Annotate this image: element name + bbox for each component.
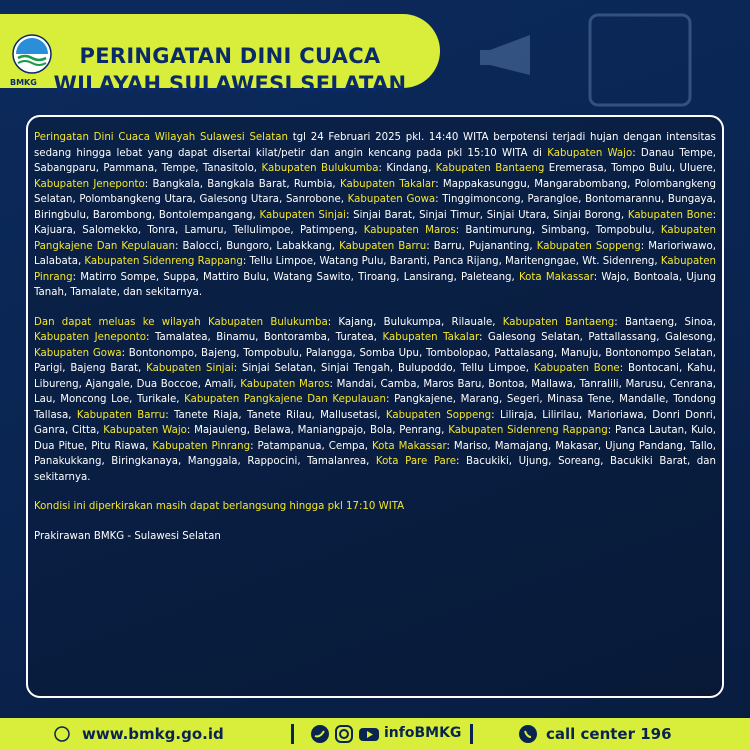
region-name: Kota Makassar	[518, 271, 594, 283]
website-link[interactable]: www.bmkg.go.id	[82, 725, 224, 743]
text-segment: Eremerasa, Tompo Bulu, Uluere,	[544, 163, 717, 174]
text-segment: : Pangkajene, Marang, Segeri, Minasa Tene, Mandalle, Tondong Tallasa,	[34, 394, 716, 421]
region-name: Kabupaten Pangkajene Dan Kepulauan	[34, 225, 716, 252]
social-handle[interactable]: infoBMKG	[384, 725, 462, 741]
text-segment: : Bontocani, Kahu, Libureng, Ajangale, Dua Boccoe, Amali,	[34, 363, 716, 390]
region-name: Peringatan Dini Cuaca Wilayah Sulawesi Selatan	[34, 132, 288, 143]
instagram-icon[interactable]	[334, 724, 354, 744]
text-segment: : Bontonompo, Bajeng, Tompobulu, Palangga, Somba Upu, Tombolopao, Pattalasang, Manuju, Bontonompo Selatan, Parigi, Bajeng Barat,	[34, 347, 716, 374]
text-segment: : Bangkala, Bangkala Barat, Rumbia,	[144, 178, 340, 190]
region-name: Kota Makassar	[371, 440, 447, 452]
region-name: Kabupaten Sinjai	[259, 209, 346, 221]
text-segment: : Kajuara, Salomekko, Tonra, Lamuru, Tellulimpoe, Patimpeng,	[34, 209, 716, 236]
text-segment: : Galesong Selatan, Pattallassang, Galesong,	[478, 332, 716, 343]
region-name: Kabupaten Barru	[76, 409, 166, 421]
text-segment: : Mappakasunggu, Mangarabombang, Polombangkeng Selatan, Polombangkeng Utara, Galesong Utara, Sanrobone,	[34, 178, 716, 205]
text-segment: : Tamalatea, Binamu, Bontoramba, Turatea,	[146, 332, 383, 343]
text-segment: : Mandai, Camba, Maros Baru, Bontoa, Mallawa, Tanralili, Marusu, Cenrana, Lau, Moncong Loe, Turikale,	[34, 378, 716, 405]
region-name: Kabupaten Jeneponto	[34, 332, 147, 343]
text-segment: : Panca Lautan, Kulo, Dua Pitue, Pitu Riawa,	[34, 425, 716, 452]
twitter-icon[interactable]	[310, 724, 330, 744]
text-segment: : Bantaeng, Sinoa,	[614, 316, 717, 328]
footer-divider	[470, 724, 473, 744]
text-segment: : Wajo, Bontoala, Ujung Tanah, Tamalate, dan sekitarnya.	[34, 271, 716, 298]
text-segment: tgl 24 Februari 2025 pkl. 14:40 WITA berpotensi terjadi hujan dengan intensitas sedang hingga lebat yang dapat disertai kilat/petir dan angin kencang pada pkl 15:10 WITA di	[34, 132, 716, 159]
region-name: Kabupaten Bantaeng	[502, 316, 615, 328]
call-center-text[interactable]: call center 196	[546, 725, 672, 743]
region-name: Kabupaten Wajo	[103, 425, 187, 436]
region-name: Kabupaten Maros	[240, 378, 330, 390]
region-name: Kabupaten Bone	[627, 209, 713, 221]
text-segment: : Bantimurung, Simbang, Tompobulu,	[455, 225, 661, 236]
warning-paragraph-main	[34, 130, 716, 301]
footer-divider	[291, 724, 294, 744]
region-name: Kabupaten Jeneponto	[34, 178, 145, 190]
region-name: Kabupaten Soppeng	[385, 409, 492, 421]
footer-bar	[0, 718, 750, 750]
region-name: Kabupaten Bantaeng	[435, 163, 545, 174]
region-name: Kabupaten Wajo	[547, 147, 633, 159]
page-title-line2: WILAYAH SULAWESI SELATAN	[53, 72, 407, 96]
text-segment: : Liliraja, Lilirilau, Marioriawa, Donri Donri, Ganra, Citta,	[34, 409, 716, 436]
text-segment: : Tellu Limpoe, Watang Pulu, Baranti, Panca Rijang, Maritengngae, Wt. Sidenreng,	[242, 256, 661, 267]
warning-paragraph-extension	[34, 315, 716, 486]
region-name: Kabupaten Soppeng	[536, 240, 641, 252]
text-segment: : Patampanua, Cempa,	[250, 440, 372, 452]
text-segment: : Balocci, Bungoro, Labakkang,	[174, 240, 340, 252]
text-segment: : Mariso, Mamajang, Makasar, Ujung Pandang, Tallo, Panakukkang, Biringkanaya, Manggala, Rappocini, Tamalanrea,	[34, 440, 717, 467]
region-name: Dan dapat meluas ke wilayah	[34, 316, 208, 328]
text-segment: : Majauleng, Belawa, Maniangpajo, Bola, Penrang,	[186, 425, 449, 436]
warning-content	[34, 130, 716, 558]
text-segment: : Matirro Sompe, Suppa, Mattiro Bulu, Watang Sawito, Tiroang, Lansirang, Paleteang,	[72, 271, 519, 283]
text-segment: : Marioriwawo, Lalabata,	[34, 240, 716, 267]
text-segment: : Tinggimoncong, Parangloe, Bontomarannu, Bungaya, Biringbulu, Barombong, Bontolempangang,	[34, 194, 716, 221]
region-name: Kabupaten Gowa	[347, 194, 436, 205]
region-name: Kabupaten Takalar	[382, 332, 479, 343]
youtube-icon[interactable]	[358, 724, 380, 744]
text-segment: : Kajang, Bulukumpa, Rilauale,	[327, 316, 503, 328]
text-segment: : Barru, Pujananting,	[426, 240, 537, 252]
region-name: Kabupaten Sinjai	[146, 363, 234, 374]
region-name: Kabupaten Bone	[533, 363, 620, 374]
region-name: Kabupaten Bulukumba	[261, 163, 379, 174]
forecaster-signature: Prakirawan BMKG - Sulawesi Selatan	[34, 530, 221, 542]
region-name: Kota Pare Pare	[375, 456, 457, 467]
text-segment: : Bacukiki, Ujung, Soreang, Bacukiki Barat, dan sekitarnya.	[34, 456, 716, 483]
header-banner	[0, 14, 440, 96]
region-name: Kabupaten Takalar	[339, 178, 436, 190]
text-segment: : Tanete Riaja, Tanete Rilau, Mallusetasi,	[165, 409, 386, 421]
region-name: Kabupaten Maros	[363, 225, 456, 236]
text-segment: : Danau Tempe, Sabangparu, Pammana, Tempe, Tanasitolo,	[34, 147, 717, 174]
region-name: Kabupaten Sidenreng Rappang	[448, 425, 608, 436]
text-segment: : Sinjai Barat, Sinjai Timur, Sinjai Utara, Sinjai Borong,	[345, 209, 628, 221]
text-segment: : Sinjai Selatan, Sinjai Tengah, Bulupoddo, Tellu Limpoe,	[233, 363, 534, 374]
region-name: Kabupaten Barru	[339, 240, 427, 252]
region-name: Kabupaten Bulukumba	[207, 316, 328, 328]
region-name: Kabupaten Pangkajene Dan Kepulauan	[184, 394, 386, 405]
logo-text: BMKG	[10, 78, 37, 87]
globe-icon	[54, 726, 70, 742]
region-name: Kabupaten Pinrang	[34, 256, 716, 283]
region-name: Kabupaten Sidenreng Rappang	[84, 256, 243, 267]
region-name: Kabupaten Pinrang	[152, 440, 251, 452]
whatsapp-icon[interactable]	[518, 724, 538, 744]
warning-duration: Kondisi ini diperkirakan masih dapat berlangsung hingga pkl 17:10 WITA	[34, 501, 405, 512]
text-segment: : Kindang,	[378, 163, 436, 174]
region-name: Kabupaten Gowa	[34, 347, 122, 359]
page-title-line1: PERINGATAN DINI CUACA	[79, 44, 381, 68]
megaphone-icon	[470, 10, 710, 110]
